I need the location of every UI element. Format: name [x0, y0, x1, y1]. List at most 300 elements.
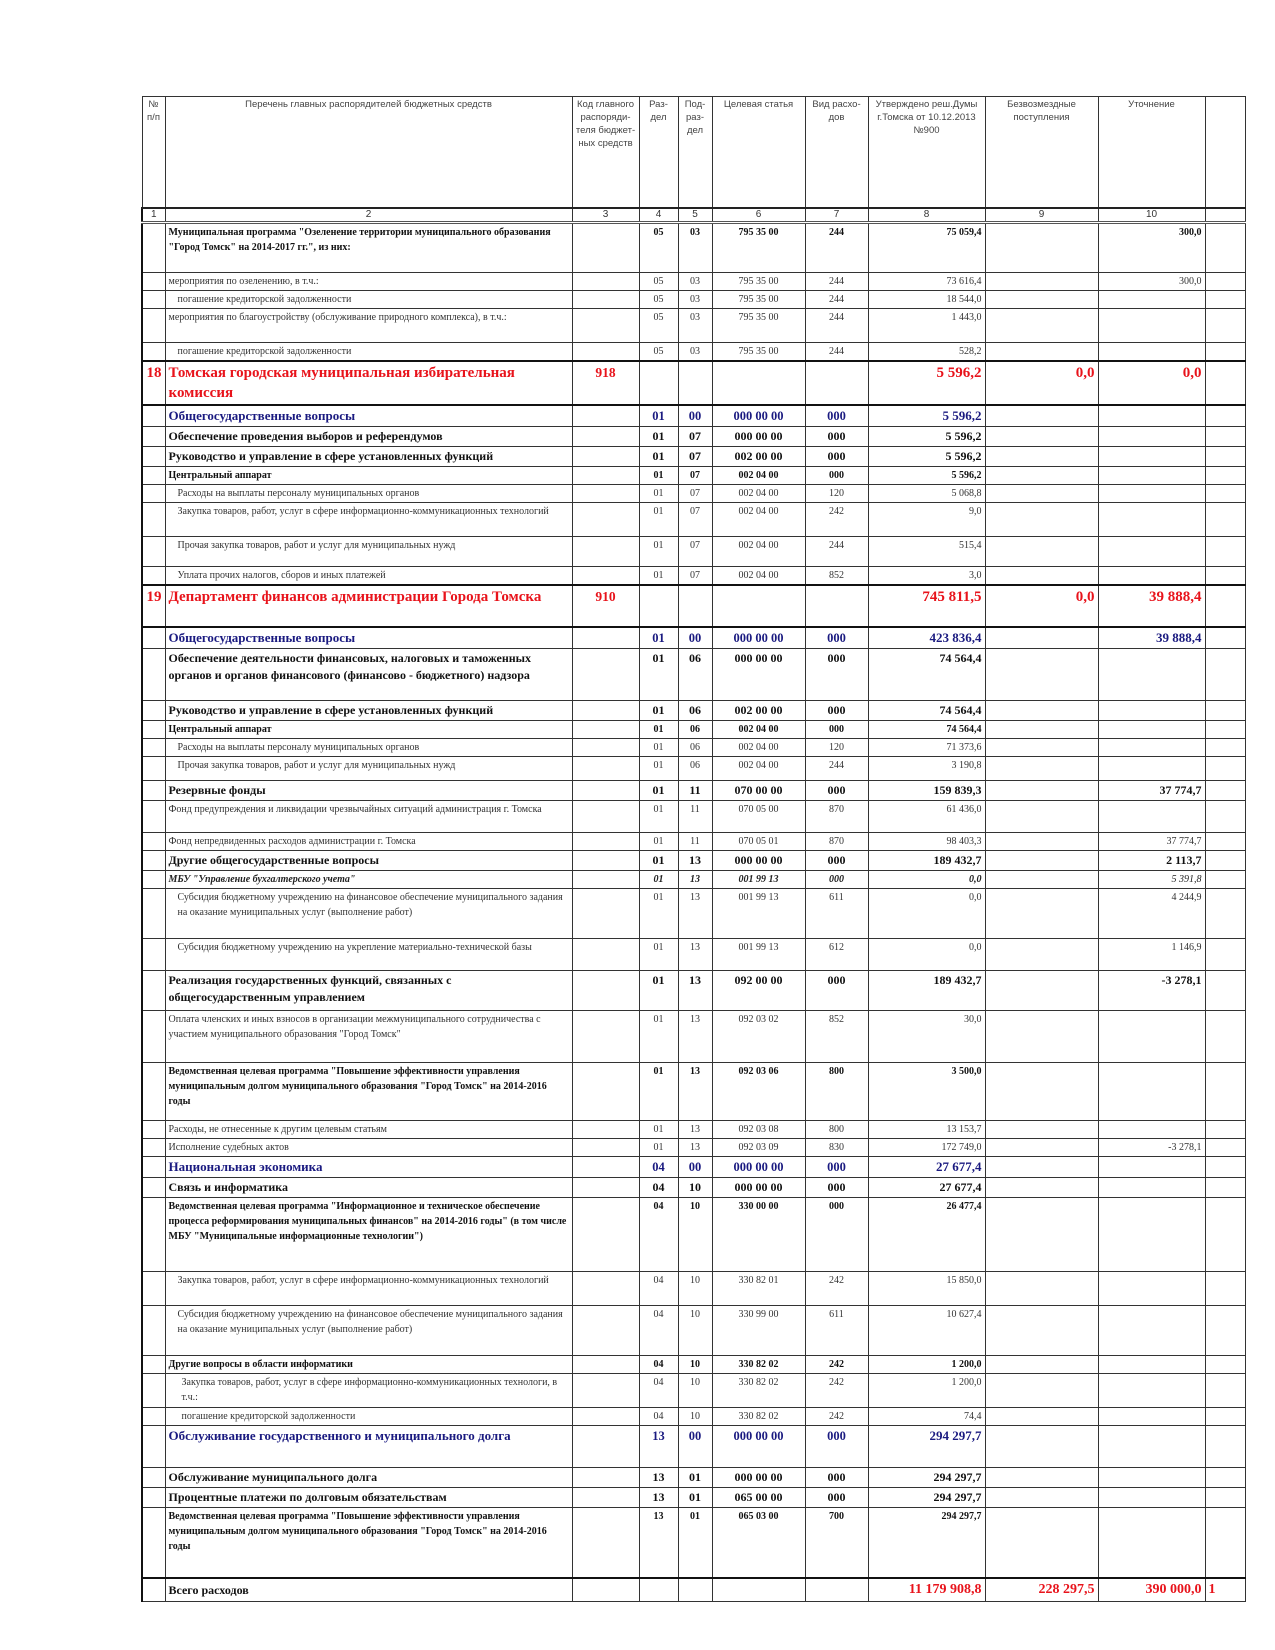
section-row [142, 1157, 1245, 1178]
cell-free-receipts [985, 273, 1098, 291]
cell-index [142, 721, 165, 739]
cell-expense-type: 000 [805, 1488, 868, 1508]
cell-code [572, 1011, 639, 1063]
cell-expense-type: 700 [805, 1508, 868, 1578]
cell-podrazdel: 03 [678, 291, 712, 309]
table-row [142, 273, 1245, 291]
cell-podrazdel: 07 [678, 503, 712, 537]
cell-index [142, 1468, 165, 1488]
cell-extra [1205, 427, 1245, 447]
cell-code [572, 757, 639, 781]
cell-expense-type: 612 [805, 939, 868, 971]
cell-clarification [1098, 537, 1205, 567]
cell-target-article: 070 05 00 [712, 801, 805, 833]
cell-razdel: 04 [639, 1198, 678, 1272]
header-expense-type: Вид расхо-дов [805, 97, 868, 209]
cell-name: Общегосударственные вопросы [165, 627, 572, 649]
header-index: № п/п [142, 97, 165, 209]
cell-free-receipts [985, 343, 1098, 362]
cell-free-receipts [985, 447, 1098, 467]
cell-approved: 172 749,0 [868, 1139, 985, 1157]
cell-clarification: 39 888,4 [1098, 627, 1205, 649]
header-code: Код главного распоряди-теля бюджет-ных средств [572, 97, 639, 209]
cell-razdel: 05 [639, 223, 678, 273]
cell-approved: 515,4 [868, 537, 985, 567]
department-row [142, 585, 1245, 627]
cell-clarification [1098, 309, 1205, 343]
cell-podrazdel: 00 [678, 405, 712, 427]
cell-code [572, 309, 639, 343]
cell-free-receipts [985, 1178, 1098, 1198]
cell-index [142, 971, 165, 1011]
cell-podrazdel: 06 [678, 721, 712, 739]
cell-target-article: 330 82 02 [712, 1408, 805, 1426]
cell-expense-type: 000 [805, 1198, 868, 1272]
cell-expense-type: 244 [805, 757, 868, 781]
cell-extra [1205, 223, 1245, 273]
cell-index [142, 1198, 165, 1272]
cell-code [572, 1356, 639, 1374]
cell-clarification [1098, 801, 1205, 833]
cell-code [572, 739, 639, 757]
cell-free-receipts [985, 889, 1098, 939]
cell-free-receipts [985, 291, 1098, 309]
cell-extra [1205, 343, 1245, 362]
cell-free-receipts [985, 309, 1098, 343]
table-row [142, 721, 1245, 739]
cell-expense-type: 242 [805, 503, 868, 537]
cell-extra [1205, 871, 1245, 889]
cell-code [572, 871, 639, 889]
cell-razdel: 01 [639, 1063, 678, 1121]
cell-code [572, 447, 639, 467]
cell-name: Субсидия бюджетному учреждению на финансовое обеспечение муниципального задания на оказание муниципальных услуг (выполнение работ) [165, 1306, 572, 1356]
cell-approved: 0,0 [868, 871, 985, 889]
cell-approved: 61 436,0 [868, 801, 985, 833]
cell-podrazdel [678, 361, 712, 405]
cell-clarification [1098, 739, 1205, 757]
cell-name: Закупка товаров, работ, услуг в сфере информационно-коммуникационных технологий [165, 1272, 572, 1306]
cell-free-receipts [985, 1508, 1098, 1578]
table-row [142, 757, 1245, 781]
cell-free-receipts [985, 649, 1098, 701]
cell-podrazdel: 11 [678, 833, 712, 851]
table-row [142, 889, 1245, 939]
cell-razdel: 01 [639, 503, 678, 537]
cell-razdel: 05 [639, 273, 678, 291]
cell-code [572, 627, 639, 649]
cell-razdel: 01 [639, 567, 678, 586]
cell-podrazdel: 10 [678, 1306, 712, 1356]
cell-code [572, 1139, 639, 1157]
cell-approved: 74,4 [868, 1408, 985, 1426]
cell-approved: 3 190,8 [868, 757, 985, 781]
cell-approved: 73 616,4 [868, 273, 985, 291]
cell-clarification [1098, 1063, 1205, 1121]
table-row [142, 1508, 1245, 1578]
cell-podrazdel: 10 [678, 1356, 712, 1374]
cell-code [572, 1178, 639, 1198]
cell-extra [1205, 361, 1245, 405]
header-row [142, 97, 1245, 209]
cell-code [572, 1426, 639, 1468]
cell-expense-type: 870 [805, 833, 868, 851]
cell-approved: 159 839,3 [868, 781, 985, 801]
cell-code [572, 701, 639, 721]
cell-clarification [1098, 1508, 1205, 1578]
cell-target-article: 092 03 06 [712, 1063, 805, 1121]
cell-razdel: 01 [639, 889, 678, 939]
cell-razdel: 04 [639, 1408, 678, 1426]
cell-clarification: 5 391,8 [1098, 871, 1205, 889]
cell-podrazdel: 06 [678, 701, 712, 721]
cell-podrazdel: 07 [678, 567, 712, 586]
cell-target-article: 795 35 00 [712, 273, 805, 291]
cell-approved: 75 059,4 [868, 223, 985, 273]
cell-expense-type: 120 [805, 485, 868, 503]
table-row [142, 971, 1245, 1011]
header-approved: Утверждено реш.Думы г.Томска от 10.12.2013 №900 [868, 97, 985, 209]
cell-code [572, 405, 639, 427]
cell-approved: 5 068,8 [868, 485, 985, 503]
cell-name: Обслуживание государственного и муниципального долга [165, 1426, 572, 1468]
cell-code [572, 851, 639, 871]
cell-free-receipts [985, 851, 1098, 871]
table-row [142, 503, 1245, 537]
table-row [142, 1306, 1245, 1356]
cell-name: Фонд непредвиденных расходов администрации г. Томска [165, 833, 572, 851]
cell-target-article: 330 99 00 [712, 1306, 805, 1356]
cell-code [572, 649, 639, 701]
cell-clarification [1098, 1178, 1205, 1198]
cell-name: Прочая закупка товаров, работ и услуг для муниципальных нужд [165, 757, 572, 781]
cell-podrazdel: 11 [678, 781, 712, 801]
cell-expense-type: 611 [805, 889, 868, 939]
cell-target-article: 070 05 01 [712, 833, 805, 851]
cell-free-receipts [985, 757, 1098, 781]
cell-clarification [1098, 1198, 1205, 1272]
cell-razdel: 13 [639, 1426, 678, 1468]
cell-podrazdel: 07 [678, 447, 712, 467]
cell-index [142, 1356, 165, 1374]
cell-index [142, 1011, 165, 1063]
cell-name: Закупка товаров, работ, услуг в сфере информационно-коммуникационных технологи, в т.ч.: [165, 1374, 572, 1408]
cell-razdel: 04 [639, 1374, 678, 1408]
cell-approved: 423 836,4 [868, 627, 985, 649]
cell-extra [1205, 1272, 1245, 1306]
cell-clarification [1098, 1408, 1205, 1426]
cell-podrazdel: 13 [678, 871, 712, 889]
cell-free-receipts [985, 537, 1098, 567]
cell-extra [1205, 447, 1245, 467]
cell-extra [1205, 1508, 1245, 1578]
cell-index [142, 291, 165, 309]
cell-clarification: 39 888,4 [1098, 585, 1205, 627]
cell-extra [1205, 585, 1245, 627]
cell-approved: 189 432,7 [868, 851, 985, 871]
cell-clarification: 4 244,9 [1098, 889, 1205, 939]
cell-index [142, 1121, 165, 1139]
cell-clarification [1098, 701, 1205, 721]
cell-approved: 5 596,2 [868, 447, 985, 467]
cell-approved: 30,0 [868, 1011, 985, 1063]
cell-code [572, 1468, 639, 1488]
cell-target-article: 002 04 00 [712, 503, 805, 537]
cell-free-receipts [985, 1468, 1098, 1488]
cell-target-article: 000 00 00 [712, 427, 805, 447]
cell-index [142, 833, 165, 851]
cell-free-receipts [985, 427, 1098, 447]
cell-index [142, 343, 165, 362]
cell-index [142, 1374, 165, 1408]
cell-approved: 71 373,6 [868, 739, 985, 757]
cell-expense-type: 000 [805, 971, 868, 1011]
cell-index [142, 781, 165, 801]
cell-approved: 5 596,2 [868, 427, 985, 447]
cell-clarification [1098, 721, 1205, 739]
cell-index [142, 939, 165, 971]
cell-razdel [639, 361, 678, 405]
cell-expense-type [805, 585, 868, 627]
cell-name: Резервные фонды [165, 781, 572, 801]
cell-target-article: 002 04 00 [712, 721, 805, 739]
cell-index [142, 1408, 165, 1426]
cell-name: Обеспечение деятельности финансовых, налоговых и таможенных органов и органов финансового (финансово - бюджетного) надзора [165, 649, 572, 701]
cell-approved: 3,0 [868, 567, 985, 586]
cell-podrazdel: 13 [678, 939, 712, 971]
cell-index [142, 1488, 165, 1508]
cell-name: Другие вопросы в области информатики [165, 1356, 572, 1374]
cell-podrazdel: 13 [678, 971, 712, 1011]
cell-razdel: 01 [639, 649, 678, 701]
cell-expense-type: 000 [805, 627, 868, 649]
cell-approved: 5 596,2 [868, 467, 985, 485]
cell-clarification [1098, 343, 1205, 362]
cell-name: Процентные платежи по долговым обязательствам [165, 1488, 572, 1508]
cell-name: Томская городская муниципальная избирательная комиссия [165, 361, 572, 405]
table-row [142, 343, 1245, 362]
cell-name: погашение кредиторской задолженности [165, 343, 572, 362]
cell-free-receipts [985, 1011, 1098, 1063]
cell-approved: 1 200,0 [868, 1374, 985, 1408]
total-free: 228 297,5 [985, 1578, 1098, 1602]
cell-code [572, 1306, 639, 1356]
cell-razdel: 01 [639, 627, 678, 649]
cell-free-receipts [985, 1426, 1098, 1468]
table-row [142, 485, 1245, 503]
cell-approved: 74 564,4 [868, 649, 985, 701]
table-row [142, 567, 1245, 586]
cell-extra [1205, 1306, 1245, 1356]
cell-target-article: 000 00 00 [712, 1157, 805, 1178]
total-approved: 11 179 908,8 [868, 1578, 985, 1602]
cell-free-receipts [985, 1408, 1098, 1426]
cell-index [142, 1306, 165, 1356]
cell-podrazdel: 10 [678, 1374, 712, 1408]
cell-extra [1205, 833, 1245, 851]
cell-extra [1205, 405, 1245, 427]
cell-clarification: 37 774,7 [1098, 781, 1205, 801]
cell-target-article: 795 35 00 [712, 223, 805, 273]
cell-extra [1205, 309, 1245, 343]
cell-podrazdel: 10 [678, 1408, 712, 1426]
cell-index [142, 537, 165, 567]
cell-code [572, 467, 639, 485]
table-row [142, 1374, 1245, 1408]
cell-name: мероприятия по благоустройству (обслуживание природного комплекса), в т.ч.: [165, 309, 572, 343]
cell-razdel: 13 [639, 1468, 678, 1488]
cell-name: Другие общегосударственные вопросы [165, 851, 572, 871]
cell-target-article: 001 99 13 [712, 889, 805, 939]
section-row [142, 627, 1245, 649]
cell-podrazdel: 10 [678, 1178, 712, 1198]
cell-name: Расходы на выплаты персоналу муниципальных органов [165, 485, 572, 503]
cell-extra [1205, 627, 1245, 649]
cell-free-receipts [985, 1356, 1098, 1374]
cell-approved: 13 153,7 [868, 1121, 985, 1139]
table-row [142, 1121, 1245, 1139]
cell-code [572, 537, 639, 567]
cell-target-article: 795 35 00 [712, 291, 805, 309]
cell-expense-type: 000 [805, 447, 868, 467]
cell-podrazdel: 13 [678, 889, 712, 939]
cell-name: Ведомственная целевая программа "Повышение эффективности управления муниципальным долгом муниципального образования "Город Томск" на 2014-2016 годы [165, 1508, 572, 1578]
cell-target-article: 000 00 00 [712, 405, 805, 427]
cell-razdel: 04 [639, 1306, 678, 1356]
cell-approved: 74 564,4 [868, 721, 985, 739]
cell-podrazdel: 11 [678, 801, 712, 833]
cell-approved: 0,0 [868, 889, 985, 939]
cell-razdel: 01 [639, 405, 678, 427]
cell-approved: 189 432,7 [868, 971, 985, 1011]
cell-extra [1205, 1408, 1245, 1426]
cell-free-receipts [985, 739, 1098, 757]
cell-clarification [1098, 1468, 1205, 1488]
table-row [142, 309, 1245, 343]
cell-expense-type: 242 [805, 1408, 868, 1426]
table-row [142, 1063, 1245, 1121]
cell-name: Реализация государственных функций, связанных с общегосударственным управлением [165, 971, 572, 1011]
cell-index [142, 1178, 165, 1198]
cell-free-receipts [985, 871, 1098, 889]
cell-target-article: 795 35 00 [712, 343, 805, 362]
cell-extra [1205, 1426, 1245, 1468]
cell-razdel: 01 [639, 701, 678, 721]
cell-target-article: 092 00 00 [712, 971, 805, 1011]
cell-podrazdel: 13 [678, 1121, 712, 1139]
cell-index [142, 467, 165, 485]
table-row [142, 447, 1245, 467]
department-row [142, 361, 1245, 405]
cell-index: 19 [142, 585, 165, 627]
cell-target-article: 092 03 09 [712, 1139, 805, 1157]
colnum-11 [1205, 208, 1245, 223]
cell-name: Центральный аппарат [165, 467, 572, 485]
cell-podrazdel: 13 [678, 1063, 712, 1121]
cell-name: Центральный аппарат [165, 721, 572, 739]
header-podrazdel: Под-раз-дел [678, 97, 712, 209]
cell-free-receipts [985, 1121, 1098, 1139]
cell-target-article: 330 00 00 [712, 1198, 805, 1272]
cell-name: Расходы, не отнесенные к другим целевым статьям [165, 1121, 572, 1139]
cell-approved: 294 297,7 [868, 1426, 985, 1468]
cell-name: Расходы на выплаты персоналу муниципальных органов [165, 739, 572, 757]
cell-podrazdel: 01 [678, 1488, 712, 1508]
cell-expense-type: 870 [805, 801, 868, 833]
cell-extra [1205, 467, 1245, 485]
cell-target-article: 330 82 01 [712, 1272, 805, 1306]
table-row [142, 537, 1245, 567]
cell-free-receipts [985, 801, 1098, 833]
cell-free-receipts [985, 405, 1098, 427]
cell-free-receipts [985, 1063, 1098, 1121]
cell-index [142, 309, 165, 343]
cell-approved: 1 443,0 [868, 309, 985, 343]
cell-name: Общегосударственные вопросы [165, 405, 572, 427]
cell-approved: 5 596,2 [868, 361, 985, 405]
cell-code [572, 833, 639, 851]
table-row [142, 649, 1245, 701]
cell-index [142, 485, 165, 503]
cell-expense-type: 244 [805, 273, 868, 291]
cell-expense-type: 000 [805, 851, 868, 871]
cell-index [142, 1426, 165, 1468]
cell-razdel: 01 [639, 485, 678, 503]
colnum-6: 6 [712, 208, 805, 223]
header-extra [1205, 97, 1245, 209]
table-row [142, 291, 1245, 309]
cell-clarification [1098, 1121, 1205, 1139]
colnum-2: 2 [165, 208, 572, 223]
cell-name: погашение кредиторской задолженности [165, 1408, 572, 1426]
header-target-article: Целевая статья [712, 97, 805, 209]
cell-name: погашение кредиторской задолженности [165, 291, 572, 309]
cell-clarification [1098, 757, 1205, 781]
cell-razdel: 01 [639, 833, 678, 851]
cell-free-receipts [985, 781, 1098, 801]
cell-extra [1205, 1011, 1245, 1063]
cell-podrazdel: 10 [678, 1272, 712, 1306]
cell-extra [1205, 801, 1245, 833]
cell-free-receipts: 0,0 [985, 585, 1098, 627]
cell-index [142, 739, 165, 757]
cell-expense-type: 242 [805, 1356, 868, 1374]
cell-target-article [712, 361, 805, 405]
cell-expense-type: 244 [805, 537, 868, 567]
cell-index [142, 273, 165, 291]
cell-extra [1205, 1374, 1245, 1408]
cell-name: Муниципальная программа "Озеленение территории муниципального образования "Город Томск" на 2014-2017 гг.", из них: [165, 223, 572, 273]
cell-target-article: 065 00 00 [712, 1488, 805, 1508]
cell-name: Субсидия бюджетному учреждению на финансовое обеспечение муниципального задания на оказание муниципальных услуг (выполнение работ) [165, 889, 572, 939]
cell-target-article: 065 03 00 [712, 1508, 805, 1578]
cell-approved: 294 297,7 [868, 1488, 985, 1508]
table-row [142, 1272, 1245, 1306]
cell-expense-type: 000 [805, 721, 868, 739]
cell-name: Уплата прочих налогов, сборов и иных платежей [165, 567, 572, 586]
cell-target-article: 000 00 00 [712, 1178, 805, 1198]
cell-extra [1205, 889, 1245, 939]
cell-free-receipts [985, 971, 1098, 1011]
cell-expense-type: 800 [805, 1063, 868, 1121]
cell-index [142, 1272, 165, 1306]
cell-index [142, 889, 165, 939]
table-row [142, 781, 1245, 801]
cell-podrazdel: 03 [678, 343, 712, 362]
cell-target-article: 000 00 00 [712, 649, 805, 701]
cell-expense-type: 611 [805, 1306, 868, 1356]
cell-target-article: 330 82 02 [712, 1374, 805, 1408]
